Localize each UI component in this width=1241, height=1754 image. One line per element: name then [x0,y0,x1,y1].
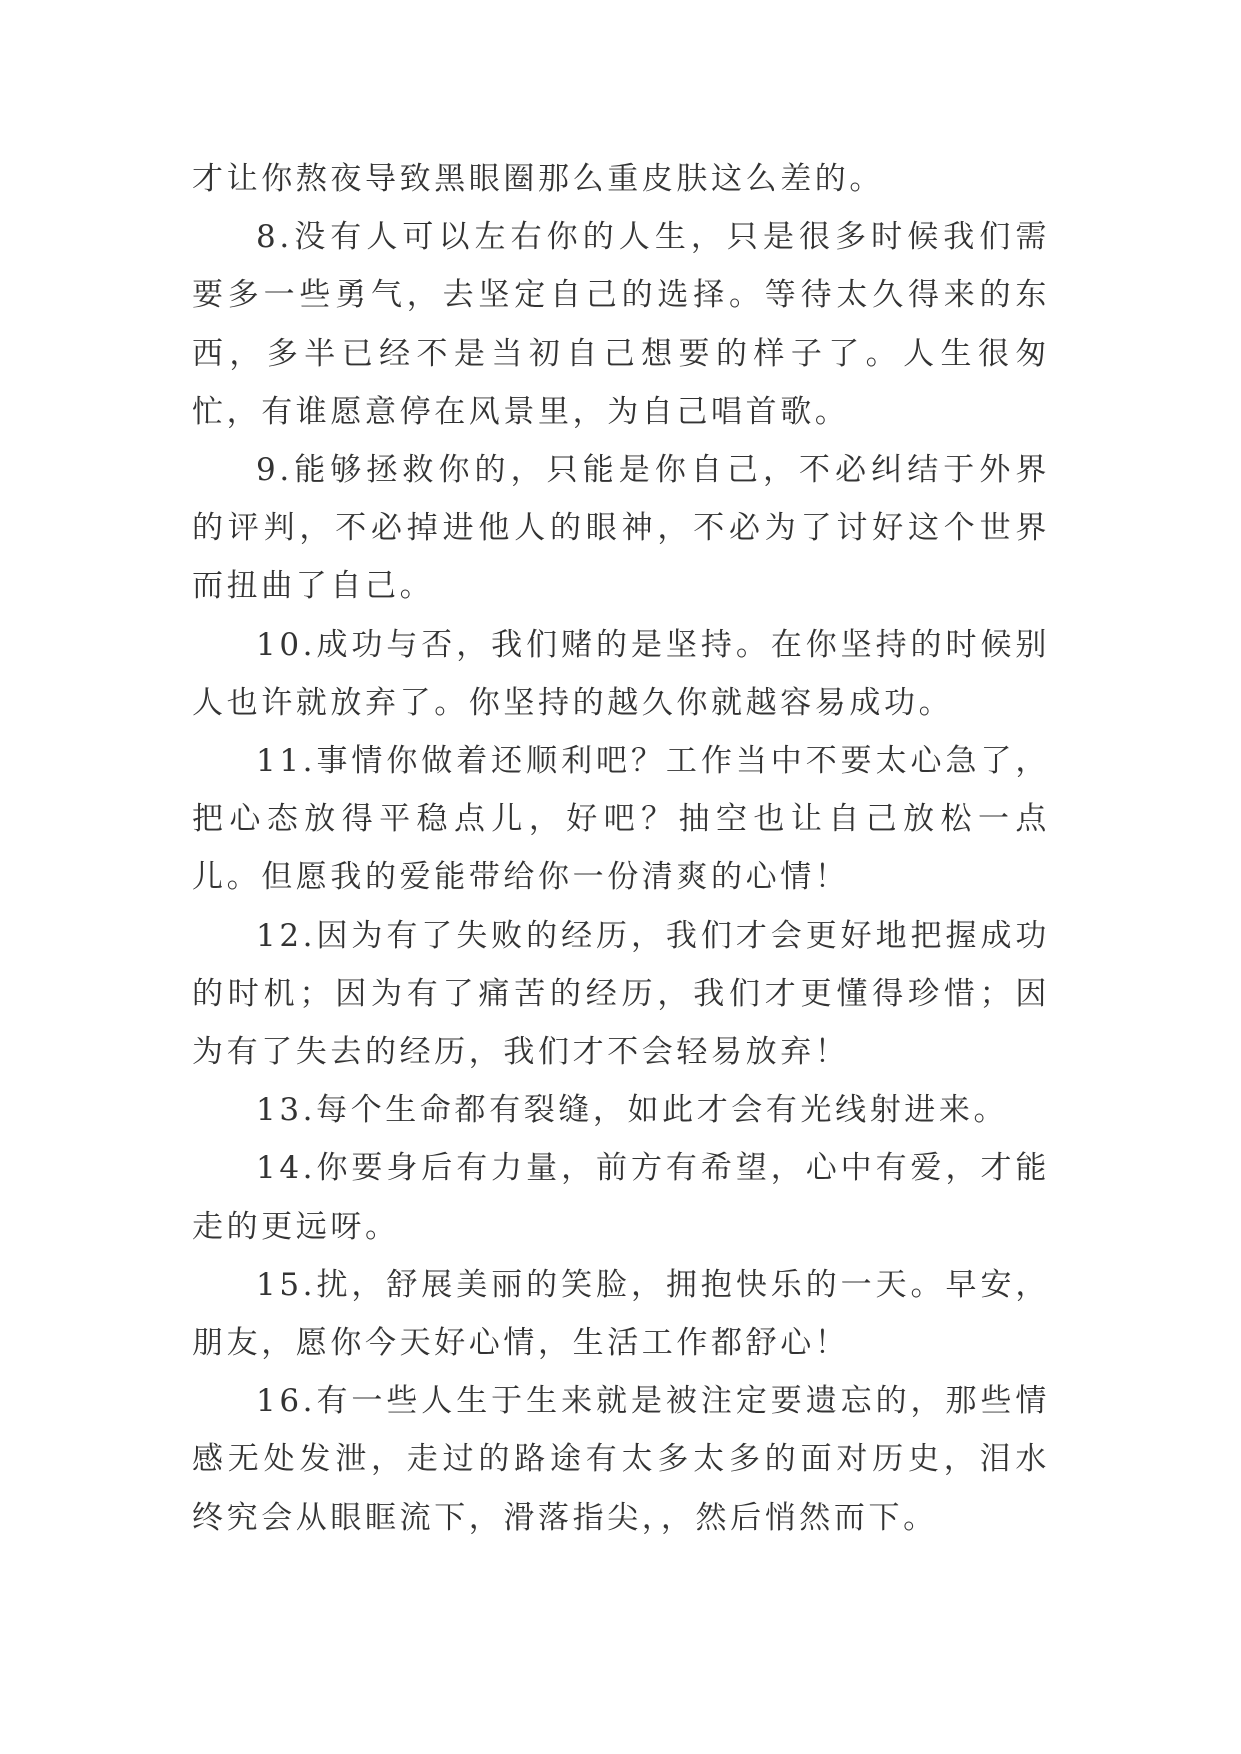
paragraph-item-10: 10.成功与否，我们赌的是坚持。在你坚持的时候别人也许就放弃了。你坚持的越久你就越容易成功。 [192,626,1050,721]
paragraph-item-16: 16.有一些人生于生来就是被注定要遗忘的，那些情感无处发泄，走过的路途有太多太多的面对历史，泪水终究会从眼眶流下，滑落指尖，，然后悄然而下。 [192,1383,1050,1536]
paragraph-continuation: 才让你熬夜导致黑眼圈那么重皮肤这么差的。 [192,161,884,197]
paragraph-item-9: 9.能够拯救你的，只能是你自己，不必纠结于外界的评判，不必掉进他人的眼神，不必为了讨好这个世界而扭曲了自己。 [192,452,1050,605]
paragraph-item-15: 15.扰，舒展美丽的笑脸，拥抱快乐的一天。早安，朋友，愿你今天好心情，生活工作都舒心！ [192,1266,1050,1362]
paragraph-item-14: 14.你要身后有力量，前方有希望，心中有爱，才能走的更远呀。 [192,1150,1050,1245]
paragraph-item-12: 12.因为有了失败的经历，我们才会更好地把握成功的时机；因为有了痛苦的经历，我们才更懂得珍惜；因为有了失去的经历，我们才不会轻易放弃！ [192,917,1050,1071]
paragraph-item-11: 11.事情你做着还顺利吧？工作当中不要太心急了，把心态放得平稳点儿，好吧？抽空也让自己放松一点儿。但愿我的爱能带给你一份清爽的心情！ [192,743,1050,896]
paragraph-item-13: 13.每个生命都有裂缝，如此才会有光线射进来。 [256,1092,1009,1129]
document-body [192,150,1050,1547]
paragraph-item-8: 8.没有人可以左右你的人生，只是很多时候我们需要多一些勇气，去坚定自己的选择。等待太久得来的东西，多半已经不是当初自己想要的样子了。人生很匆忙，有谁愿意停在风景里，为自己唱首歌。 [192,219,1050,430]
